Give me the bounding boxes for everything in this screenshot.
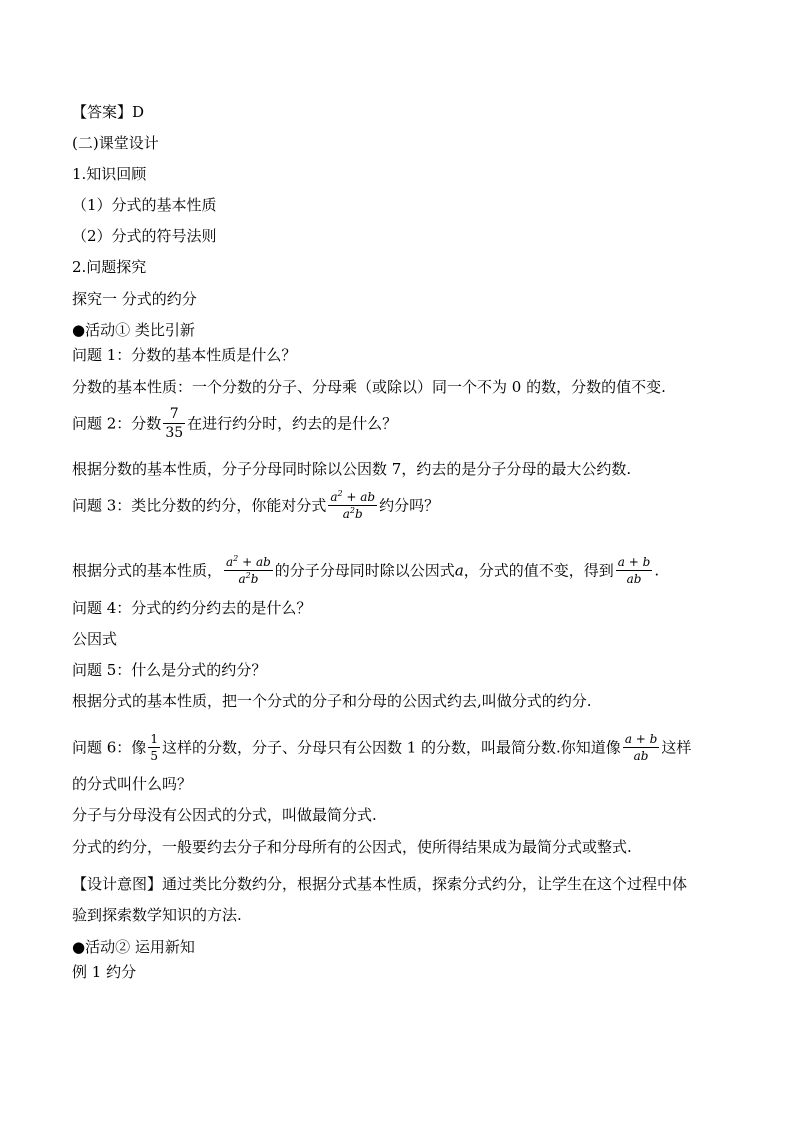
q6-middle: 这样的分数，分子、分母只有公因数 1 的分数，叫最简分数.你知道像 [161,738,621,757]
fraction-a-plus-b-over-ab [616,556,653,585]
answer-line: 【答案】D [72,103,145,121]
answer-3 [72,554,660,586]
answer-6a: 分子与分母没有公因式的分式，叫做最简分式. [72,806,377,824]
fraction-a-plus-b-over-ab [623,733,660,762]
fraction-denominator: 5 [150,749,158,763]
fraction-7-35 [163,407,185,440]
den-exponent: 2 [245,571,251,580]
answer-4: 公因式 [72,630,118,648]
a3-prefix: 根据分式的基本性质， [72,561,223,580]
answer-6b: 分式的约分，一般要约去分子和分母所有的公因式，使所得结果成为最简分式或整式. [72,838,632,856]
activity-1-heading: ●活动① 类比引新 [72,321,195,339]
den-rest: b [355,507,363,521]
num-base: a [226,555,234,569]
fraction-denominator [224,571,273,585]
activity-2-heading: ●活动② 运用新知 [72,938,195,956]
fraction-denominator: 35 [165,425,184,441]
question-3 [72,489,440,521]
class-design-heading: (二)课堂设计 [72,134,159,152]
example-1-heading: 例 1 约分 [72,963,137,981]
den-base: a [238,572,246,586]
a3-middle-2: ，分式的值不变，得到 [463,561,614,580]
den-base: a [342,507,350,521]
fraction-denominator: ab [633,749,649,763]
q3-suffix: 约分吗？ [379,496,440,515]
design-intent-line-2: 验到探索数学知识的方法. [72,906,242,924]
q6-suffix: 这样 [661,738,692,757]
question-6 [72,734,691,763]
question-4: 问题 4：分式的约分约去的是什么？ [72,599,312,617]
fraction-numerator [328,491,377,506]
answer-5: 根据分式的基本性质，把一个分式的分子和分母的公因式约去,叫做分式的约分. [72,692,592,710]
a3-middle: 的分子分母同时除以公因式 [274,561,455,580]
review-item-1: （1）分式的基本性质 [72,196,217,214]
num-base: a [330,490,338,504]
question-1: 问题 1：分数的基本性质是什么？ [72,346,297,364]
answer-1: 分数的基本性质：一个分数的分子、分母乘（或除以）同一个不为 0 的数，分数的值不变. [72,378,666,396]
fraction-numerator: 7 [163,407,185,424]
fraction-numerator [224,556,273,571]
num-rest: + ab [342,490,376,504]
fraction-denominator: ab [626,572,642,586]
question-6-line-2: 的分式叫什么吗？ [72,775,193,793]
fraction-denominator [328,506,377,520]
fraction-numerator: 1 [150,732,158,746]
num-rest: + ab [238,555,271,569]
fraction-numerator: a + b [617,555,651,569]
question-5: 问题 5：什么是分式的约分？ [72,661,267,679]
num-exponent: 2 [337,489,343,498]
review-heading: 1.知识回顾 [72,165,147,183]
den-rest: b [250,572,259,586]
explore-heading: 2.问题探究 [72,258,147,276]
question-2 [72,408,397,441]
fraction-a2-ab-over-a2b [328,491,377,520]
fraction-numerator: a + b [624,732,658,746]
answer-2: 根据分数的基本性质，分子分母同时除以公因数 7，约去的是分子分母的最大公约数. [72,460,632,478]
review-item-2: （2）分式的符号法则 [72,227,217,245]
fraction-a2-ab-over-a2b [224,556,273,585]
design-intent-line-1: 【设计意图】通过类比分数约分，根据分式基本性质，探索分式约分，让学生在这个过程中体 [72,875,688,893]
num-exponent: 2 [233,554,239,563]
den-exponent: 2 [349,506,355,515]
a3-variable: a [454,561,464,580]
q2-prefix: 问题 2：分数 [72,414,162,433]
q2-suffix: 在进行约分时，约去的是什么？ [187,414,398,433]
a3-end: . [654,561,660,580]
q3-prefix: 问题 3：类比分数的约分，你能对分式 [72,496,327,515]
q6-prefix: 问题 6：像 [72,738,147,757]
inquiry-1-heading: 探究一 分式的约分 [72,290,197,308]
fraction-1-5 [148,733,160,762]
